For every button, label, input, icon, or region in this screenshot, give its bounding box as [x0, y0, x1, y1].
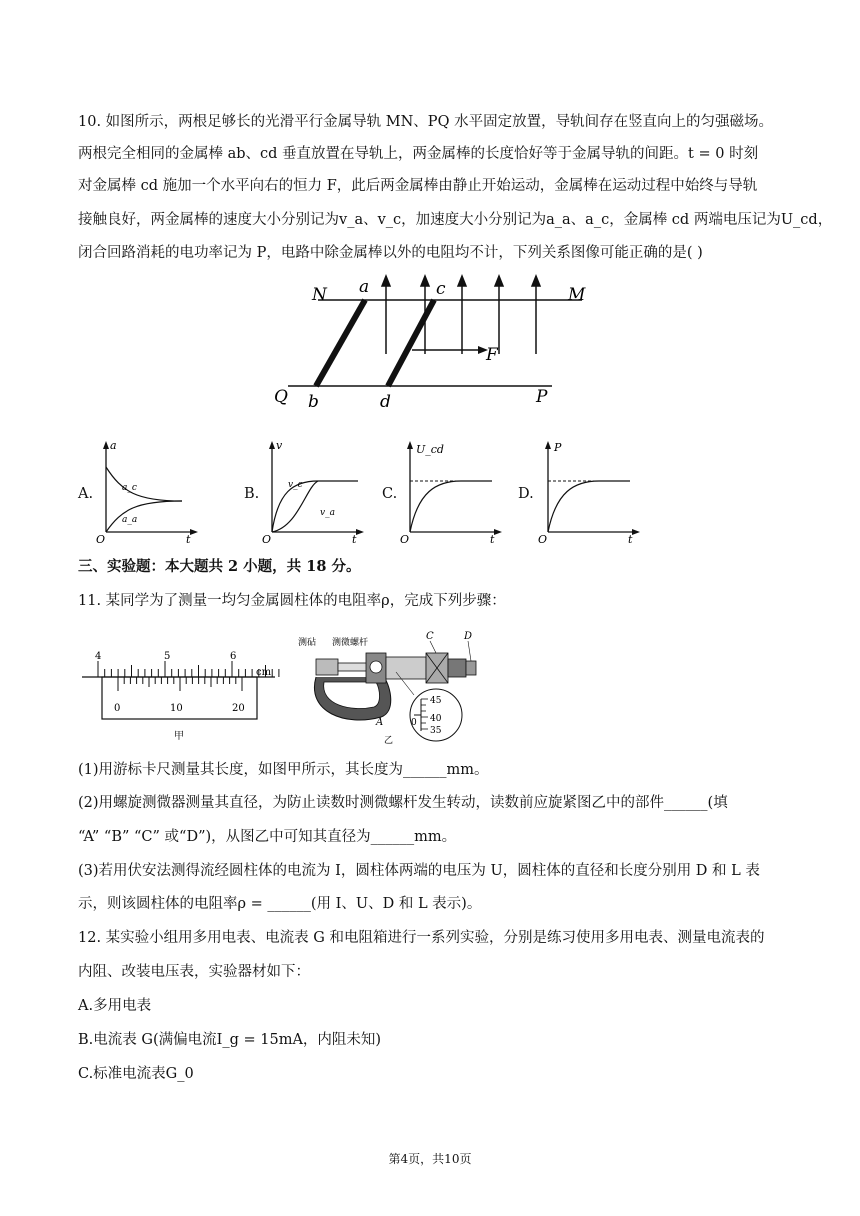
q11-step3-line1: (3)若用伏安法测得流经圆柱体的电流为 I，圆柱体两端的电压为 U，圆柱体的直径和长度分别用 D 和 L 表: [78, 863, 760, 879]
option-b-origin: O: [262, 533, 272, 546]
q11-step2-line2: “A” “B” “C” 或“D”)，从图乙中可知其直径为______mm。: [78, 829, 457, 845]
q10-line-4: 接触良好，两金属棒的速度大小分别记为v_a、v_c，加速度大小分别记为a_a、a_c，金属棒 cd 两端电压记为U_cd，: [78, 212, 833, 228]
q11-step1: (1)用游标卡尺测量其长度，如图甲所示，其长度为______mm。: [78, 762, 489, 778]
q11-intro: 11. 某同学为了测量一均匀金属圆柱体的电阻率ρ，完成下列步骤：: [78, 593, 506, 609]
caliper-main-5: 5: [164, 651, 171, 662]
label-P: P: [536, 387, 548, 407]
option-b-graph: [258, 437, 368, 547]
option-d-letter: D.: [518, 486, 534, 502]
option-c-origin: O: [400, 533, 410, 546]
caliper-figure: [80, 645, 280, 745]
option-d-xaxis: t: [628, 533, 633, 546]
micrometer-label-a: A: [376, 717, 384, 728]
option-a-xaxis: t: [186, 533, 191, 546]
option-a-graph: [92, 437, 202, 547]
option-a-letter: A.: [78, 486, 94, 502]
option-d-graph: [534, 437, 644, 547]
q10-line-3: 对金属棒 cd 施加一个水平向右的恒力 F，此后两金属棒由静止开始运动，金属棒在运动过程中始终与导轨: [78, 178, 758, 194]
option-b-curve-top: v_c: [288, 480, 303, 490]
option-c-xaxis: t: [490, 533, 495, 546]
micrometer-zero: 0: [411, 718, 417, 728]
label-M: M: [568, 285, 586, 305]
q11-step3-line2: 示，则该圆柱体的电阻率ρ = ______(用 I、U、D 和 L 表示)。: [78, 896, 482, 912]
option-d-yaxis: P: [554, 441, 562, 454]
caliper-vernier-10: 10: [170, 703, 183, 714]
q12-item-b: B.电流表 G(满偏电流I_g = 15mA，内阻未知): [78, 1032, 382, 1048]
q11-step2-line1: (2)用螺旋测微器测量其直径，为防止读数时测微螺杆发生转动，读数前应旋紧图乙中的部件______(填: [78, 795, 728, 811]
q10-line-5: 闭合回路消耗的电功率记为 P，电路中除金属棒以外的电阻均不计，下列关系图像可能正确的是( ): [78, 245, 703, 261]
label-d: d: [380, 392, 391, 412]
option-a-curve-top: a_c: [122, 483, 137, 493]
micrometer-scale-45: 45: [430, 696, 442, 706]
caliper-unit: cm: [256, 667, 272, 678]
caliper-main-6: 6: [230, 651, 237, 662]
micrometer-figure: [296, 627, 496, 747]
option-b-curve-bottom: v_a: [320, 508, 335, 518]
label-b: b: [308, 392, 319, 412]
label-c: c: [436, 279, 446, 299]
label-Q: Q: [274, 387, 288, 407]
rails-figure: [270, 270, 590, 415]
q12-intro-line2: 内阻、改装电压表，实验器材如下：: [78, 964, 310, 980]
micrometer-label-d: D: [464, 631, 473, 642]
micrometer-label-c: C: [426, 631, 434, 642]
label-a: a: [359, 277, 370, 297]
page-footer: 第4页，共10页: [388, 1152, 472, 1166]
caliper-vernier-20: 20: [232, 703, 245, 714]
q12-item-a: A.多用电表: [78, 998, 152, 1014]
option-b-letter: B.: [244, 486, 260, 502]
option-b-yaxis: v: [276, 439, 283, 452]
option-a-yaxis: a: [110, 439, 117, 452]
q10-line-2: 两根完全相同的金属棒 ab、cd 垂直放置在导轨上，两金属棒的长度恰好等于金属导轨的间距。t = 0 时刻: [78, 146, 759, 162]
q12-item-c: C.标准电流表G_0: [78, 1066, 194, 1082]
option-c-yaxis: U_cd: [416, 443, 444, 456]
micrometer-scale-40: 40: [430, 714, 442, 724]
option-d-origin: O: [538, 533, 548, 546]
micrometer-scale-35: 35: [430, 726, 442, 736]
option-a-origin: O: [96, 533, 106, 546]
option-b-xaxis: t: [352, 533, 357, 546]
option-a-curve-bottom: a_a: [122, 515, 138, 525]
section-heading: 三、实验题：本大题共 2 小题，共 18 分。: [78, 558, 361, 575]
q12-intro-line1: 12. 某实验小组用多用电表、电流表 G 和电阻箱进行一系列实验，分别是练习使用多用电表、测量电流表的: [78, 930, 765, 946]
option-c-letter: C.: [382, 486, 398, 502]
option-c-graph: [396, 437, 506, 547]
label-N: N: [312, 285, 327, 305]
caliper-vernier-0: 0: [114, 703, 121, 714]
label-F: F: [486, 345, 498, 365]
micrometer-caption: 乙: [384, 736, 394, 746]
caliper-main-4: 4: [95, 651, 102, 662]
caliper-caption: 甲: [174, 731, 184, 742]
micrometer-label-spindle: 测微螺杆: [332, 638, 369, 648]
q10-line-1: 10. 如图所示，两根足够长的光滑平行金属导轨 MN、PQ 水平固定放置，导轨间存在竖直向上的匀强磁场。: [78, 114, 774, 130]
micrometer-label-anvil: 测砧: [298, 638, 317, 648]
